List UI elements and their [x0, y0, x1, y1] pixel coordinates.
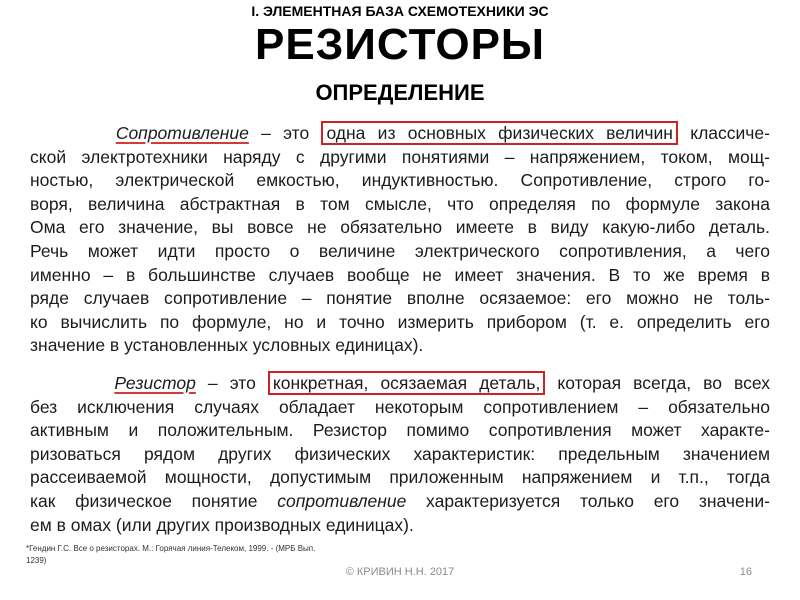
footnote-line: *Гендин Г.С. Все о резисторах. М.: Горячая линия-Телеком, 1999. - (МРБ Вып. — [26, 544, 316, 553]
paragraph-line: именно – в большинстве случаев вообще не имеет значения. В то же время в — [30, 264, 770, 285]
paragraph-line: Резистор – это конкретная, осязаемая деталь, которая всегда, во всех — [114, 373, 770, 393]
paragraph-line: Сопротивление – это одна из основных физических величин классиче- — [115, 123, 770, 143]
term-resistance: Сопротивление — [115, 123, 249, 143]
paragraph-line: Речь может идти просто о величине электрического сопротивления, а чего — [30, 240, 770, 261]
paragraph-line: активным и положительным. Резистор помимо сопротивления может характе- — [30, 420, 770, 441]
term-resistor: Резистор — [114, 373, 196, 393]
section-heading: I. ЭЛЕМЕНТНАЯ БАЗА СХЕМОТЕХНИКИ ЭС — [251, 3, 549, 19]
paragraph-line: значение в установленных условных единицах). — [30, 335, 424, 356]
slide-title: РЕЗИСТОРЫ — [255, 20, 545, 69]
page-number: 16 — [739, 566, 752, 578]
slide-subtitle: ОПРЕДЕЛЕНИЕ — [315, 80, 485, 105]
paragraph-line: воря, величина абстрактная в том смысле, что определяя по формуле закона — [30, 193, 770, 214]
paragraph-line: рассеиваемой мощности, допустимым приложенным напряжением и т.п., тогда — [30, 467, 770, 488]
highlight-box: конкретная, осязаемая деталь, — [268, 371, 545, 395]
italic-term: сопротивление — [277, 490, 407, 511]
definition-paragraph-resistance — [30, 122, 770, 358]
footnote — [26, 543, 426, 567]
paragraph-line: ризоваться рядом других физических характеристик: предельным значением — [30, 443, 770, 464]
paragraph-line: ем в омах (или других производных единицах). — [30, 514, 414, 535]
paragraph-line: ской электротехники наряду с другими понятиями – напряжением, током, мощ- — [30, 146, 770, 167]
paragraph-line: Ома его значение, вы вовсе не обязательно имеете в виду какую-либо деталь. — [30, 217, 770, 238]
paragraph-line: ряде случаев сопротивление – понятие вполне осязаемое: его можно не толь- — [30, 288, 770, 309]
paragraph-line: ностью, электрической емкостью, индуктивностью. Сопротивление, строго го- — [30, 170, 770, 191]
paragraph-line: ко вычислить по формуле, но и точно измерить прибором (т. е. определить его — [30, 311, 770, 332]
definition-paragraph-resistor — [30, 372, 770, 537]
paragraph-line: как физическое понятие сопротивление характеризуется только его значени- — [30, 490, 770, 511]
highlight-box: одна из основных физических величин — [321, 121, 678, 145]
footnote-line: 1239) — [26, 556, 47, 565]
paragraph-line: без исключения случаях обладает некоторым сопротивлением – обязательно — [30, 396, 770, 417]
copyright-footer: © КРИВИН Н.Н. 2017 — [345, 566, 455, 578]
